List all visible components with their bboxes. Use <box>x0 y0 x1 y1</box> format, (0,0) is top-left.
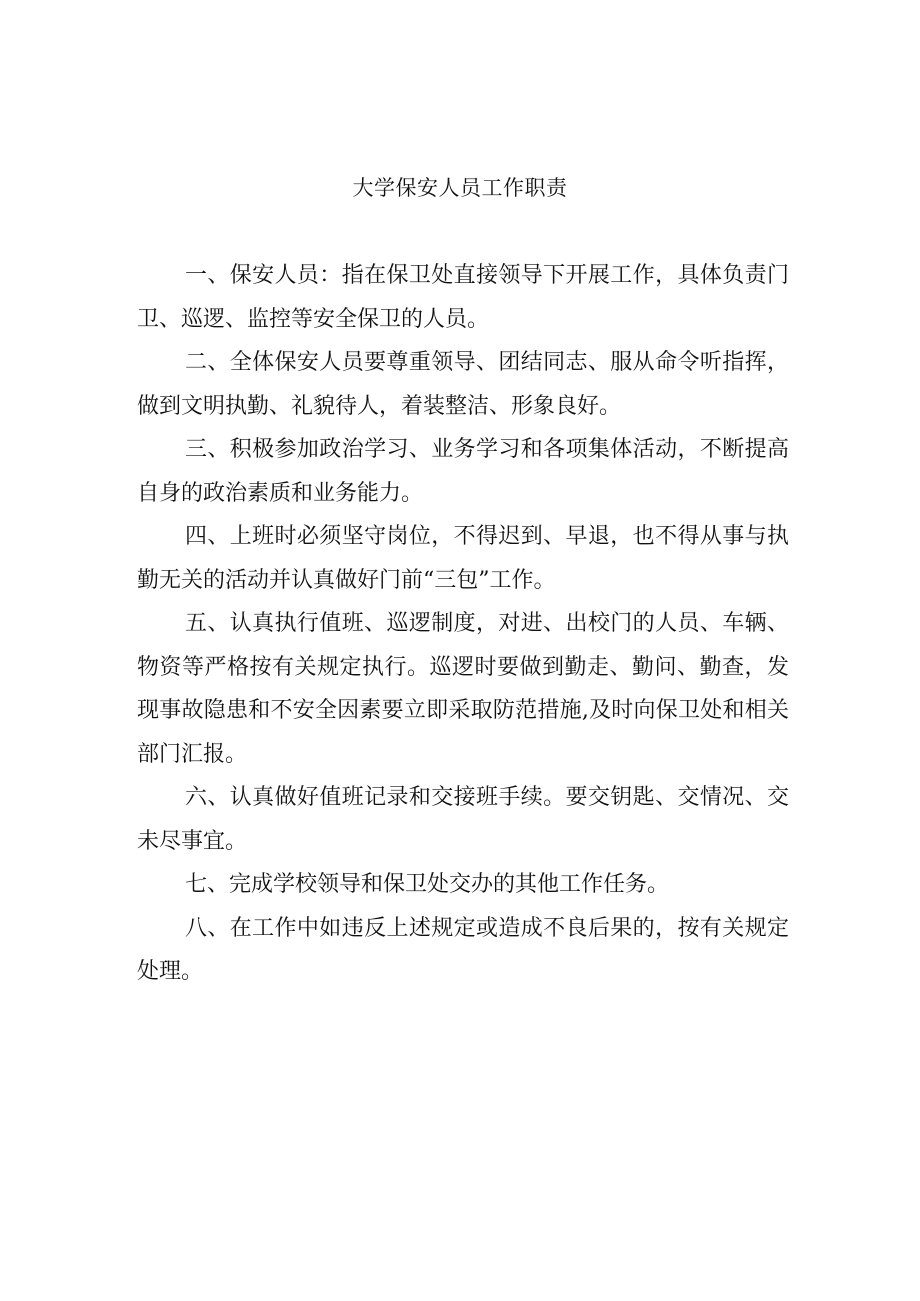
duty-item-6: 六、认真做好值班记录和交接班手续。要交钥匙、交情况、交未尽事宜。 <box>137 785 789 854</box>
duty-item-3: 三、积极参加政治学习、业务学习和各项集体活动，不断提高自身的政治素质和业务能力。 <box>137 437 789 506</box>
document-body <box>137 254 789 994</box>
duty-item-4: 四、上班时必须坚守岗位，不得迟到、早退，也不得从事与执勤无关的活动并认真做好门前“三包”工作。 <box>137 524 789 593</box>
duty-item-5: 五、认真执行值班、巡逻制度，对进、出校门的人员、车辆、物资等严格按有关规定执行。巡逻时要做到勤走、勤问、勤查，发现事故隐患和不安全因素要立即采取防范措施,及时向保卫处和相关部门汇报。 <box>137 611 789 767</box>
document-title: 大学保安人员工作职责 <box>352 176 568 200</box>
duty-item-7: 七、完成学校领导和保卫处交办的其他工作任务。 <box>185 872 670 897</box>
duty-item-8: 八、在工作中如违反上述规定或造成不良后果的，按有关规定处理。 <box>137 915 789 984</box>
duty-item-1: 一、保安人员：指在保卫处直接领导下开展工作，具体负责门卫、巡逻、监控等安全保卫的人员。 <box>137 263 789 332</box>
duty-item-2: 二、全体保安人员要尊重领导、团结同志、服从命令听指挥，做到文明执勤、礼貌待人，着装整洁、形象良好。 <box>137 350 789 419</box>
